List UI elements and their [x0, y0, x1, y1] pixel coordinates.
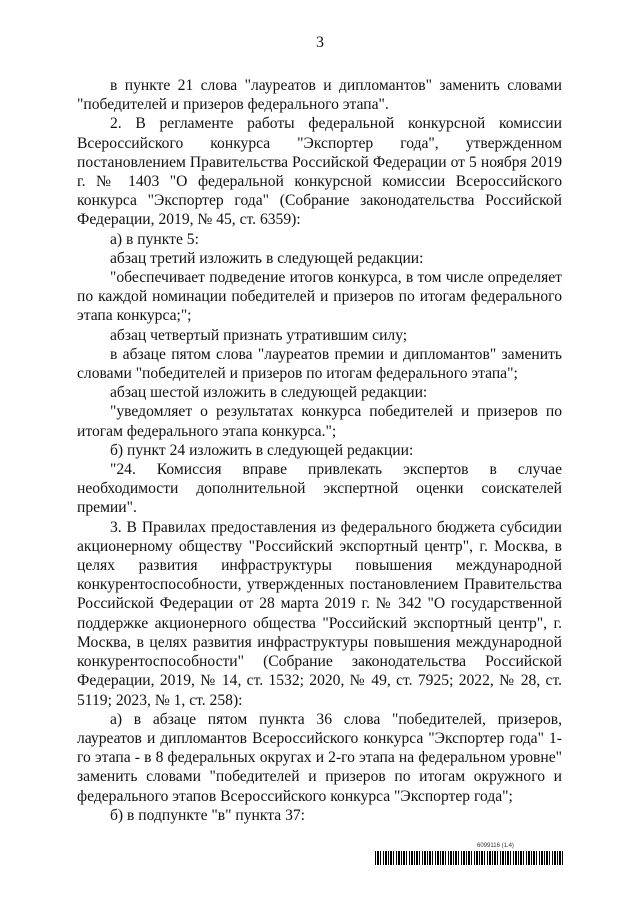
- document-body: [77, 76, 562, 825]
- paragraph: а) в пункте 5:: [110, 230, 199, 248]
- document-code: 6099116 (1.4): [477, 843, 514, 849]
- paragraph: а) в абзаце пятом пункта 36 слова "победителей, призеров, лауреатов и дипломантов Всероссийского конкурса "Экспортер года" 1-го этапа - в 8 федеральных округах и 2-го этапа на федеральном уровне" заменить словами "победителей и призеров по итогам окружного и федерального этапов Всероссийского конкурса "Экспортер года";: [77, 710, 562, 805]
- paragraph: абзац шестой изложить в следующей редакции:: [110, 384, 428, 402]
- paragraph: в абзаце пятом слова "лауреатов премии и дипломантов" заменить словами "победителей и призеров по итогам федерального этапа";: [77, 345, 562, 383]
- paragraph: б) пункт 24 изложить в следующей редакции:: [110, 441, 414, 459]
- paragraph: абзац третий изложить в следующей редакции:: [110, 249, 424, 267]
- paragraph: "обеспечивает подведение итогов конкурса, в том числе определяет по каждой номинации победителей и призеров по итогам федерального этапа конкурса;";: [77, 269, 562, 325]
- paragraph: "уведомляет о результатах конкурса победителей и призеров по итогам федерального этапа конкурса.";: [77, 403, 562, 440]
- paragraph: "24. Комиссия вправе привлекать экспертов в случае необходимости дополнительной экспертной оценки соискателей премии".: [77, 461, 562, 517]
- paragraph: в пункте 21 слова "лауреатов и дипломантов" заменить словами "победителей и призеров федерального этапа".: [77, 77, 562, 114]
- paragraph: 2. В регламенте работы федеральной конкурсной комиссии Всероссийского конкурса "Экспортер года", утвержденном постановлением Правительства Российской Федерации от 5 ноября 2019 г. № 1403 "О федеральной конкурсной комиссии Всероссийского конкурса "Экспортер года" (Собрание законодательства Российской Федерации, 2019, № 45, ст. 6359):: [77, 115, 562, 229]
- paragraph: 3. В Правилах предоставления из федерального бюджета субсидии акционерному обществу "Российский экспортный центр", г. Москва, в целях развития инфраструктуры повышения международной конкурентоспособности, утвержденных постановлением Правительства Российской Федерации от 28 марта 2019 г. № 342 "О государственной поддержке акционерного общества "Российский экспортный центр", г. Москва, в целях развития инфраструктуры повышения международной конкурентоспособности" (Собрание законодательства Российской Федерации, 2019, № 14, ст. 1532; 2020, № 49, ст. 7925; 2022, № 28, ст. 5119; 2023, № 1, ст. 258):: [77, 518, 562, 709]
- paragraph: б) в подпункте "в" пункта 37:: [110, 806, 306, 824]
- paragraph: абзац четвертый признать утратившим силу;: [110, 326, 408, 344]
- page-number: 3: [316, 34, 324, 51]
- barcode: [375, 851, 565, 865]
